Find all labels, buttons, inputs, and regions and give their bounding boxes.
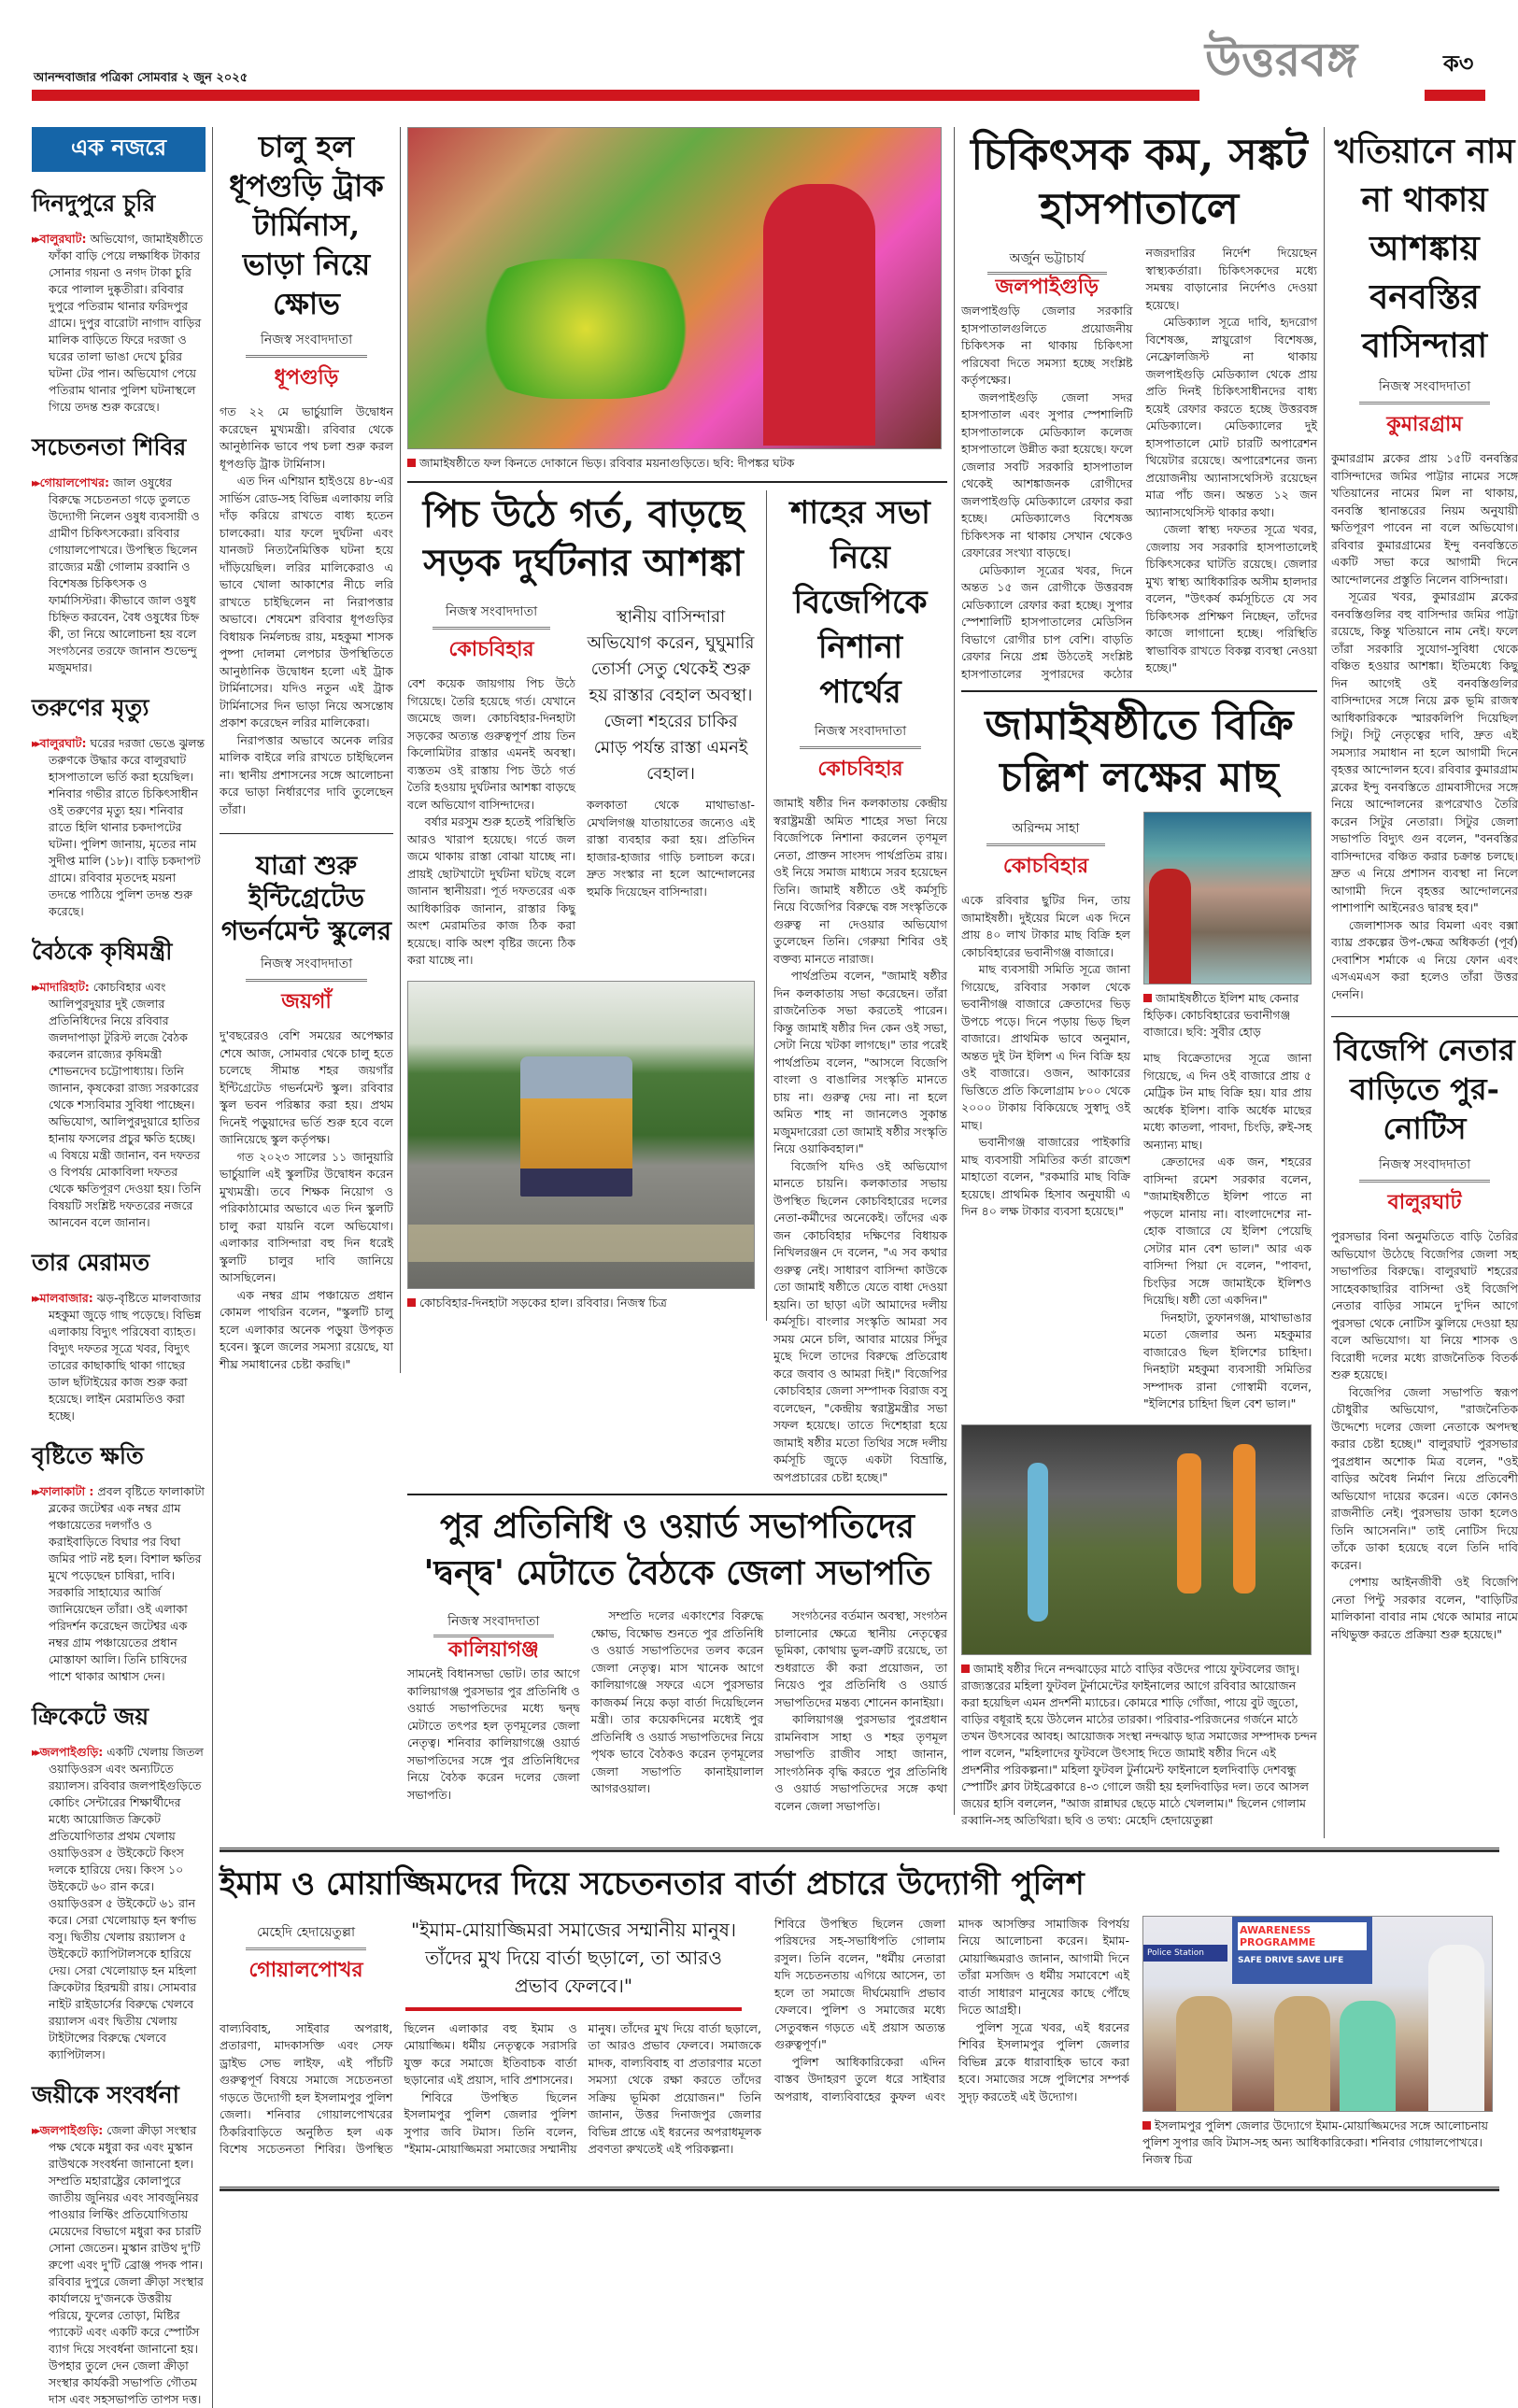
paragraph: পুলিশ সূত্রে খবর, এই ধরনের শিবির ইসলামপুর পুলিশ জেলার বিভিন্ন ব্লকে ধারাবাহিক ভাবে করা হবে। সমাজের সঙ্গে পুলিশের সম্পর্ক সুদৃঢ় করতেই এই উদ্যোগ। <box>958 2019 1129 2103</box>
paragraph: সামনেই বিধানসভা ভোট। তার আগে কালিয়াগঞ্জ পুরসভার পুর প্রতিনিধি ও ওয়ার্ড সভাপতিদের মধ্যে দ্বন্দ্ব মেটাতে তৎপর হল তৃণমূলের জেলা নেতৃত্ব। শনিবার কালিয়াগঞ্জে ওয়ার্ড সভাপতিদের সঙ্গে পুর প্রতিনিধিদের নিয়ে বৈঠক করেন দলের জেলা সভাপতি। <box>407 1666 580 1802</box>
article-body <box>220 1027 393 1373</box>
byline: নিজস্ব সংবাদদাতা <box>433 1613 554 1637</box>
paragraph: বিজেপির জেলা সভাপতি স্বরূপ চৌধুরীর অভিযোগ, "রাজনৈতিক উদ্দেশ্যে দলের জেলা নেতাকে অপদস্থ করার চেষ্টা হচ্ছে।" বালুরঘাট পুরসভার পুরপ্রধান অশোক মিত্র বলেন, "ওই বাড়ির অবৈধ নির্মাণ নিয়ে প্রতিবেশী অভিযোগ দায়ের করেন। এতে কোনও রাজনীতি নেই। পুরসভায় ডাকা হলেও তিনি আসেননি।" তাই নোটিস দিয়ে তাঁকে ডাকা হয়েছে বলে তিনি দাবি করেন। <box>1331 1384 1518 1572</box>
pull-quote: স্থানীয় বাসিন্দারা অভিযোগ করেন, ঘুঘুমারি তোর্সা সেতু থেকেই শুরু হয় রাস্তার বেহাল অবস্থা। জেলা শহরের চাকির মোড় পর্যন্ত রাস্তা এমনই বেহাল। <box>587 607 755 784</box>
article-imam <box>220 1862 1499 2177</box>
awareness-photo-caption: ইসলামপুর পুলিশ জেলার উদ্যোগে ইমাম-মোয়াজ্জিমদের সঙ্গে আলোচনায় পুলিশ সুপার জবি টমাস-সহ অন্য আধিকারিকেরা। শনিবার গোয়ালপোখরে। নিজস্ব চিত্র <box>1142 2118 1493 2168</box>
brief-location: ▸▸ গোয়ালপোখর: <box>32 475 109 489</box>
paragraph: কুমারগ্রাম ব্লকের প্রায় ১৫টি বনবস্তির বাসিন্দাদের জমির পাট্টার নামের সঙ্গে খতিয়ানের নামের মিল না থাকায়, বনবস্তি স্থানান্তরের নিয়ম অনুযায়ী ক্ষতিপূরণ পাবেন না বলে অভিযোগ। রবিবার কুমারগ্রামের ইন্দু বনবস্তিতে একটি সভা করে আগামী দিনে আন্দোলনের প্রস্তুতি নিলেন বাসিন্দারা। <box>1331 451 1518 587</box>
paragraph: পুরসভার বিনা অনুমতিতে বাড়ি তৈরির অভিযোগ উঠেছে বিজেপির জেলা সহ সভাপতির বিরুদ্ধে। বালুরঘাট শহরের সাহেবকাছারির বাসিন্দা ওই বিজেপি নেতার বাড়ির সামনে দু'দিন আগে পুরসভা থেকে নোটিস ঝুলিয়ে দেওয়া হয় বলে অভিযোগ। যা নিয়ে শাসক ও বিরোধী দলের মধ্যে রাজনৈতিক বিতর্ক শুরু হয়েছে। <box>1331 1229 1518 1381</box>
player-figure <box>1177 1453 1201 1594</box>
puddle <box>408 1225 755 1262</box>
brief-location: ▸▸ ফালাকাটা : <box>32 1484 93 1498</box>
section-rule <box>407 1494 947 1495</box>
article-ward <box>407 1503 947 1815</box>
police-station-sign: Police Station <box>1143 1945 1227 1962</box>
section-rule <box>961 690 1317 692</box>
paragraphs <box>961 245 1317 683</box>
at-a-glance-title: এক নজরে <box>32 127 206 172</box>
imam-pull-quote: "ইমাম-মোয়াজ্জিমরা সমাজের সম্মানীয় মানুষ। তাঁদের মুখ দিয়ে বার্তা ছড়ালে, তা আরও প্রভাব ফেলবে।" <box>405 1916 742 2011</box>
dateline: জয়গাঁ <box>281 989 332 1013</box>
dateline: কোচবিহার <box>1002 854 1089 878</box>
brief-headline: দিনদুপুরে চুরি <box>32 190 156 217</box>
brief-location: ▸▸ বালুরঘাট: <box>32 232 87 246</box>
brief-headline: সচেতনতা শিবির <box>32 433 187 460</box>
imam-left-col <box>220 1916 392 1996</box>
brief-headline: ক্রিকেটে জয় <box>32 1703 149 1730</box>
page-number: ক৩ <box>1443 50 1474 77</box>
paragraph: কালিয়াগঞ্জ পুরসভার পুরপ্রধান রামনিবাস সাহা ও শহর তৃণমূল সভাপতি রাজীব সাহা জানান, সাংগঠনিক বৃদ্ধি করতে পুর প্রতিনিধি ও ওয়ার্ড সভাপতিদের সঙ্গে কথা বলেন জেলা সভাপতি। <box>774 1712 947 1813</box>
headline: খতিয়ানে নাম না থাকায় আশঙ্কায় বনবস্তির বাসিন্দারা <box>1334 132 1515 365</box>
article-school <box>220 849 393 1373</box>
paragraph: বিজেপি যদিও ওই অভিযোগ মানতে চায়নি। কলকাতার সভায় উপস্থিত ছিলেন কোচবিহারের দলের নেতা-কর্মীদের অনেকেই। তাঁদের এক জন কোচবিহার দক্ষিণের বিধায়ক নিখিলরঞ্জন দে বলেন, "এ সব কথার গুরুত্ব নেই। সাধারণ বাসিন্দা কাউকে তো জামাই ষষ্ঠীতে যেতে বাধা দেওয়া হয়নি। তা ছাড়া এটা আমাদের দলীয় কর্মসূচি। বাংলার সংস্কৃতি আমরা সব সময় মেনে চলি, আবার মায়ের সিঁদুর মুছে দিলে তাদের বিরুদ্ধে প্রতিরোধ করে জবাব ও আমরা দিই।" বিজেপির কোচবিহার জেলা সম্পাদক বিরাজ বসু বলেছেন, "কেন্দ্রীয় স্বরাষ্ট্রমন্ত্রীর সভা সফল হয়েছে। তাতে দিশেহারা হয়ে জামাই ষষ্ঠীর মতো তিথির সঙ্গে দলীয় কর্মসূচি জুড়ে একটা বিভ্রান্তি, অপপ্রচারের চেষ্টা হচ্ছে।" <box>773 1158 947 1484</box>
paragraphs <box>774 1916 1129 2106</box>
article-body <box>773 795 947 1486</box>
guest-figure <box>1340 2001 1396 2112</box>
section-title-logo: উত্তরবঙ্গ <box>1205 32 1358 87</box>
article-hospital <box>961 127 1317 683</box>
byline: অর্জুন ভট্টাচার্য <box>987 250 1107 275</box>
shopper-figure <box>1149 869 1191 984</box>
headline: বিজেপি নেতার বাড়িতে পুর-নোটিস <box>1334 1032 1515 1146</box>
paragraph: নিরাপত্তার অভাবে অনেক লরির মালিক বাইরে লরি রাখতে চাইছিলেন না। স্থানীয় প্রশাসনের সঙ্গে আলোচনা করে ভাড়া নির্ধারণের দাবি তুলেছেন তাঁরা। <box>220 732 393 816</box>
upper-area <box>220 127 1518 1838</box>
article-road <box>407 490 767 1321</box>
dateline: বালুরঘাট <box>1387 1190 1462 1214</box>
brief-text: ঝড়-বৃষ্টিতে মালবাজার মহকুমা জুড়ে গাছ পড়েছে। বিভিন্ন এলাকায় বিদ্যুৎ পরিষেবা ব্যাহত। বিদ্যুৎ দফতর সূত্রে খবর, বিদ্যুৎ তারের কাছাকাছি থাকা গাছের ডাল ছাঁটাইয়ের কাজ শুরু করা হয়েছে। লাইন মেরামতিও করা হচ্ছে। <box>49 1291 202 1423</box>
awareness-programme-photo <box>1142 1916 1493 2112</box>
speaker-figure <box>1428 1945 1484 2112</box>
paragraph: পুলিশ আধিকারিকেরা এদিন বাস্তব উদাহরণ তুলে ধরে সাইবার অপরাধ, বাল্যবিবাহের কুফল এবং মাদক আসক্তির সামাজিক বিপর্যয় নিয়ে আলোচনা করেন। ইমাম-মোয়াজ্জিমরাও জানান, আগামী দিনে তাঁরা মসজিদ ও ধর্মীয় সমাবেশে এই বার্তা সাধারণ মানুষের কাছে পৌঁছে দিতে আগ্রহী। <box>774 1916 1129 2103</box>
article-body-continued <box>1143 1050 1312 1413</box>
paragraph: বাল্যবিবাহ, সাইবার অপরাধ, প্রতারণা, মাদকাসক্তি এবং সেফ ড্রাইভ সেভ লাইফ, এই পাঁচটি গুরুত্বপূর্ণ বিষয়ে সমাজে সচেতনতা গড়তে উদ্যোগী হল ইসলামপুর পুলিশ জেলা। শনিবার গোয়ালপোখরের ঠিকরিবাড়িতে অনুষ্ঠিত হল এক বিশেষ সচেতনতা শিবির। উপস্থিত ছিলেন এলাকার বহু ইমাম ও মোয়াজ্জিম। ধর্মীয় নেতৃত্বকে সরাসরি যুক্ত করে সমাজে ইতিবাচক বার্তা ছড়ানোর এই প্রয়াস, দাবি প্রশাসনের। <box>220 2020 577 2156</box>
imam-row <box>220 1916 1499 2177</box>
article-body <box>407 1608 947 1815</box>
fish-photo-caption: জামাইষষ্ঠীতে ইলিশ মাছ কেনার হিড়িক। কোচবিহারের ভবানীগঞ্জ বাজারে। ছবি: সুবীর হোড় <box>1143 990 1312 1041</box>
brief <box>32 429 206 676</box>
brief-headline: তার মেরামত <box>32 1249 150 1276</box>
headline: পিচ উঠে গর্ত, বাড়ছে সড়ক দুর্ঘটনার আশঙ্কা <box>422 492 745 585</box>
section-rule <box>220 833 393 834</box>
brief-location: ▸▸ জলপাইগুড়ি: <box>32 1745 103 1759</box>
brief <box>32 2076 206 2408</box>
bottom-rule <box>220 2187 1499 2191</box>
dateline: কালিয়াগঞ্জ <box>447 1636 539 1662</box>
road-side-column <box>587 595 755 900</box>
headline: জামাইষষ্ঠীতে বিক্রি চল্লিশ লক্ষের মাছ <box>985 701 1294 801</box>
brief-headline: জয়ীকে সংবর্ধনা <box>32 2081 179 2108</box>
brief-headline: তরুণের মৃত্যু <box>32 694 149 721</box>
officer-figure <box>1176 1996 1232 2112</box>
article-truck-terminus <box>220 127 393 818</box>
article-body <box>407 675 575 970</box>
player-figure <box>1233 1444 1256 1594</box>
imam-body-b <box>774 1916 1129 2106</box>
masthead-red-bar <box>32 90 1199 101</box>
fish-columns <box>961 812 1317 1413</box>
at-a-glance-column <box>32 127 213 2408</box>
brief-location: ▸▸ মালবাজার: <box>32 1291 93 1305</box>
article-body <box>1331 450 1518 1003</box>
paragraph: সূত্রের খবর, কুমারগ্রাম ব্লকের বনবস্তিগুলির বহু বাসিন্দার জমির পাট্টা রয়েছে, কিন্তু খতিয়ানে নাম নেই। ফলে তাঁরা সরকারি সুযোগ-সুবিধা থেকে বঞ্চিত হওয়ার আশঙ্কা। ইতিমধ্যে কিছু দিন আগেই ওই বনবস্তিগুলির বাসিন্দাদের সঙ্গে নিয়ে ব্লক ভূমি রাজস্ব আধিকারিককে স্মারকলিপি দিয়েছিল সিটু। সিটু নেতৃত্বের দাবি, দ্রুত এই সমস্যার সমাধান না হলে আগামী দিনে বৃহত্তর আন্দোলন হবে। রবিবার কুমারগ্রাম ব্লকের ইন্দু বনবস্তিতে গ্রামবাসীদের সঙ্গে নিয়ে আন্দোলনের রূপরেখাও তৈরি করেন সিটুর নেতারা। সিটুর জেলা সভাপতি বিদ্যুৎ গুন বলেন, "বনবস্তির বাসিন্দাদের বঞ্চিত করার চক্রান্ত চলছে। দ্রুত এ নিয়ে প্রশাসন ব্যবস্থা না নিলে আগামী দিনে বৃহত্তর আন্দোলনের পাশাপাশি আইনেরও দ্বারস্থ হব।" <box>1331 589 1518 914</box>
dateline: গোয়ালপোখর <box>248 1957 363 1982</box>
fish-side-column <box>1143 812 1312 1413</box>
fish-text-column <box>961 812 1130 1221</box>
headline: যাত্রা শুরু ইন্টিগ্রেটেড গভর্নমেন্ট স্কুলের <box>220 850 392 946</box>
masthead-date: আনন্দবাজার পত্রিকা সোমবার ২ জুন ২০২৫ <box>34 71 248 85</box>
right-column <box>1331 127 1518 1643</box>
paragraph: ক্রেতাদের এক জন, শহরের বাসিন্দা রমেশ সরকার বলেন, "জামাইষষ্ঠীতে ইলিশ পাতে না পড়লে মানায় না। বাংলাদেশের না-হোক বাজারে যে ইলিশ পেয়েছি সেটার মান বেশ ভাল।" আর এক বাসিন্দা পিয়া দে বলেন, "পাবদা, চিংড়ির সঙ্গে জামাইকে ইলিশও দিয়েছি। ষষ্ঠী তো একদিন।" <box>1143 1154 1312 1307</box>
paragraph: বেশ কয়েক জায়গায় পিচ উঠে গিয়েছে। তৈরি হয়েছে গর্ত। যেখানে জমেছে জল। কোচবিহার-দিনহাটা সড়কের অত্যন্ত গুরুত্বপূর্ণ প্রায় তিন কিলোমিটার রাস্তার এমনই অবস্থা। ব্যস্ততম ওই রাস্তায় পিচ উঠে গর্ত তৈরি হওয়ায় দুর্ঘটনার আশঙ্কা বাড়ছে বলে অভিযোগ বাসিন্দাদের। <box>407 676 575 812</box>
paragraph: পার্থপ্রতিম বলেন, "জামাই ষষ্ঠীর দিন কলকাতায় সভা করেছেন। তাঁরা রাজনৈতিক সভা করতেই পারেন। কিন্তু জামাই ষষ্ঠীর দিন কেন ওই সভা, সেটা নিয়ে খটকা লাগছে।" তার পরেই পার্থপ্রতিম বলেন, "আসলে বিজেপি বাংলা ও বাঙালির সংস্কৃতি মানতে চায় না। গুরুত্ব দেয় না। না হলে অমিত শাহ না জানলেও সুকান্ত মজুমদারেরা তো জামাই ষষ্ঠীর সংস্কৃতি নিয়ে ওয়াকিবহাল।" <box>773 969 947 1155</box>
paragraph: সম্প্রতি দলের একাংশের বিরুদ্ধে ক্ষোভ, বিক্ষোভ শুনতে পুর প্রতিনিধি ও ওয়ার্ড সভাপতিদের তলব করেন জেলা নেতৃত্ব। মাস খানেক আগে কালিয়াগঞ্জে সফরে এসে পুরসভার কাজকর্ম নিয়ে কড়া বার্তা দিয়েছিলেন মন্ত্রী। তার কয়েকদিনের মধ্যেই পুর প্রতিনিধি ও ওয়ার্ড সভাপতিদের নিয়ে পৃথক ভাবে বৈঠকও করেন তৃণমূলের জেলা সভাপতি কানাইয়ালাল আগরওয়াল। <box>590 1608 764 1795</box>
article-fish <box>961 700 1317 1413</box>
paragraph: জেলাশাসক আর বিমলা এবং বক্সা ব্যাঘ্র প্রকল্পের উপ-ক্ষেত্র অধিকর্তা (পূর্ব) দেবাশিস শর্মাকে এ নিয়ে ফোন এবং এসএমএস করা হলেও তাঁরা উত্তর দেননি। <box>1331 917 1518 1001</box>
article-bjp-notice <box>1331 1030 1518 1643</box>
hospital-fish-column <box>961 127 1325 1838</box>
article-body <box>1331 1228 1518 1643</box>
paragraph: শিবিরে উপস্থিত ছিলেন ইসলামপুর পুলিশ জেলার পুলিশ সুপার জবি টমাস। তিনি বলেন, "ইমাম-মোয়াজ্জিমরা সমাজের সম্মানীয় মানুষ। তাঁদের মুখ দিয়ে বার্তা ছড়ালে, তা আরও প্রভাব ফেলবে। সমাজকে মাদক, বাল্যবিবাহ বা প্রতারণার মতো সমস্যা থেকে রক্ষা করতে তাঁদের সক্রিয় ভূমিকা প্রয়োজন।" তিনি জানান, উত্তর দিনাজপুর জেলার বিভিন্ন প্রান্তে এই ধরনের অপরাধমূলক প্রবণতা রুখতেই এই পরিকল্পনা। <box>404 2020 761 2156</box>
paragraph: জলপাইগুড়ি জেলা সদর হাসপাতাল এবং সুপার স্পেশালিটি হাসপাতালকে মেডিক্যাল কলেজ হাসপাতালে উন্নীত করা হয়েছে। ফলে জেলার সবটি সরকারি হাসপাতাল থেকেই আশঙ্কাজনক রোগীদের জলপাইগুড়ি মেডিক্যালে রেফার করা হচ্ছে। মেডিক্যালেও বিশেষজ্ঞ চিকিৎসক না থাকায় সেখান থেকেও রেফারের সংখ্যা বাড়ছে। <box>961 390 1133 560</box>
paragraph: কলকাতা থেকে মাথাভাঙা-মেখলিগঞ্জ যাতায়াতের জন্যেও এই রাস্তা ব্যবহার করা হয়। প্রতিদিন হাজার-হাজার গাড়ি চলাচল করে। দ্রুত সংস্কার না হলে আন্দোলনের হুমকি দিয়েছেন বাসিন্দারা। <box>587 798 755 899</box>
section-rule <box>407 481 947 483</box>
main-area <box>220 127 1518 2201</box>
paragraph: গত ২২ মে ভার্চুয়ালি উদ্বোধন করেছেন মুখ্যমন্ত্রী। রবিবার থেকে আনুষ্ঠানিক ভাবে পথ চলা শুরু করল ধূপগুড়ি ট্রাক টার্মিনাস। <box>220 404 393 471</box>
truck <box>520 1056 632 1197</box>
masthead-red-bar-right <box>1425 90 1485 101</box>
paragraph: শিবিরে উপস্থিত ছিলেন জেলা পরিষদের সহ-সভাধিপতি গোলাম রসুল। তিনি বলেন, "ধর্মীয় নেতারা যদি সচেতনতায় এগিয়ে আসেন, তা হলে তা সমাজে দীর্ঘমেয়াদি প্রভাব ফেলবে। পুলিশ ও সমাজের মধ্যে সেতুবন্ধন গড়তে এই প্রয়াস অত্যন্ত গুরুত্বপূর্ণ।" <box>774 1916 945 2051</box>
headline: পুর প্রতিনিধি ও ওয়ার্ড সভাপতিদের 'দ্বন্দ্ব' মেটাতে বৈঠকে জেলা সভাপতি <box>423 1507 931 1593</box>
brief <box>32 1698 206 2063</box>
football-photo-caption: জামাই ষষ্ঠীর দিনে নন্দঝাড়ের মাঠে বাড়ির বউদের পায়ে ফুটবলের জাদু। রাজ্যস্তরের মহিলা ফুটবল টুর্নামেন্টের ফাইনালের আগে রবিবার আয়োজন করা হয়েছিল এমন প্রদর্শনী ম্যাচের। কোমরে শাড়ি গোঁজা, পায়ে বুট জুতো, বাড়ির বধূরাই হয়ে উঠলেন মাঠের তারকা। পরিবার-পরিজনের গর্জনে মাঠে তখন উৎসবের আবহ। আয়োজক সংস্থা নন্দঝাড় ছাত্র সমাজের সম্পাদক চন্দন পাল বলেন, "মহিলাদের ফুটবলে উৎসাহ দিতে জামাই ষষ্ঠীর দিনে এই প্রদর্শনীর পরিকল্পনা।" মহিলা ফুটবল টুর্নামেন্ট ফাইনালে হলদিবাড়ি দেশবন্ধু স্পোর্টিং ক্লাব টাইব্রেকারে ৪-৩ গোলে জয়ী হয় হলদিবাড়ির দল। তবে আসল জয়ের হাসি বললেন, "আজ রান্নাঘর ছেড়ে মাঠে খেললাম।" ছিলেন গোলাম রব্বানি-সহ অতিথিরা। ছবি ও তথ্য: মেহেদি হেদায়েতুল্লা <box>961 1661 1317 1827</box>
article-body <box>961 245 1317 683</box>
paragraph: মেডিক্যাল সূত্রের খবর, দিনে অন্তত ১৫ জন রোগীকে উত্তরবঙ্গ মেডিক্যালে রেফার করা হচ্ছে। সুপার স্পেশালিটি হাসপাতালের মেডিসিন বিভাগে রোগীর চাপ বেশি। বাড়তি রেফার নিয়ে প্রশ্ন উঠতেই সংশ্লিষ্ট হাসপাতালের সুপারদের কঠোর নজরদারির নির্দেশ দিয়েছেন স্বাস্থ্যকর্তারা। চিকিৎসকদের মধ্যে সমন্বয় বাড়ানোর নির্দেশও দেওয়া হয়েছে। <box>961 246 1317 681</box>
dateline: কোচবিহার <box>817 757 903 781</box>
brief-headline: বৈঠকে কৃষিমন্ত্রী <box>32 938 173 965</box>
byline: নিজস্ব সংবাদদাতা <box>800 720 921 749</box>
paragraph: গত ২০২৩ সালের ১১ জানুয়ারি ভার্চুয়ালি এই স্কুলটির উদ্বোধন করেন মুখ্যমন্ত্রী। তবে শিক্ষক নিয়োগ ও পরিকাঠামোর অভাবে এত দিন স্কুলটি চালু করা যায়নি বলে অভিযোগ। এলাকার বাসিন্দারা বহু দিন ধরেই স্কুলটি চালুর দাবি জানিয়ে আসছিলেন। <box>220 1149 393 1284</box>
paragraph: মাছ বিক্রেতাদের সূত্রে জানা গিয়েছে, এ দিন ওই বাজারে প্রায় ৫ মেট্রিক টন মাছ বিক্রি হয়। যার প্রায় অর্ধেক ইলিশ। বাকি অর্ধেক মাছের মধ্যে কাতলা, পাবদা, চিংড়ি, রুই-সহ অন্যান্য মাছ। <box>1143 1051 1312 1152</box>
road-columns <box>407 595 759 970</box>
brief-headline: বৃষ্টিতে ক্ষতি <box>32 1442 144 1469</box>
paragraph: দিনহাটা, তুফানগঞ্জ, মাথাভাঙার মতো জেলার অন্য মহকুমার বাজারেও ছিল ইলিশের চাহিদা। দিনহাটা মহকুমা ব্যবসায়ী সমিতির সম্পাদক রানা গোস্বামী বলেন, "ইলিশের চাহিদা ছিল বেশ ভাল।" <box>1143 1310 1312 1410</box>
player-figure <box>1028 1463 1048 1622</box>
paragraph: একে রবিবার ছুটির দিন, তায় জামাইষষ্ঠী। দুইয়ের মিলে এক দিনে প্রায় ৪০ লাখ টাকার মাছ বিক্রি হল কোচবিহারের ভবানীগঞ্জ বাজারে। <box>961 893 1130 959</box>
brief <box>32 689 206 920</box>
paragraph: জামাই ষষ্ঠীর দিন কলকাতায় কেন্দ্রীয় স্বরাষ্ট্রমন্ত্রী অমিত শাহের সভা নিয়ে বিজেপিকে নিশানা করলেন তৃণমূল নেতা, প্রাক্তন সাংসদ পার্থপ্রতিম রায়। ওই নিয়ে সমাজ মাধ্যমে সরব হয়েছেন তিনি। জামাই ষষ্ঠীতে ওই কর্মসূচি নিয়ে বিজেপির বিরুদ্ধে বঙ্গ সংস্কৃতিকে গুরুত্ব না দেওয়ার অভিযোগ তুলেছেন তিনি। গেরুয়া শিবির ওই বক্তব্য মানতে নারাজ। <box>773 796 947 966</box>
road-text-column <box>407 595 575 970</box>
byline: নিজস্ব সংবাদদাতা <box>1359 375 1490 404</box>
fruit-pile <box>464 259 707 399</box>
brief-location: ▸▸ জলপাইগুড়ি: <box>32 2123 103 2137</box>
byline: নিজস্ব সংবাদদাতা <box>1359 1154 1490 1183</box>
imam-body-a <box>220 2020 761 2159</box>
byline: নিজস্ব সংবাদদাতা <box>246 329 367 358</box>
headline: শাহের সভা নিয়ে বিজেপিকে নিশানা পার্থের <box>790 494 930 711</box>
paragraph: জেলা স্বাস্থ্য দফতর সূত্রে খবর, জেলায় সব সরকারি হাসপাতালেই চিকিৎসকের ঘাটতি রয়েছে। জেলার মুখ্য স্বাস্থ্য আধিকারিক অসীম হালদার বলেন, "উৎকর্ষ কর্মসূচিতে যে সব চিকিৎসক প্রশিক্ষণ নিচ্ছেন, তাঁদের কাজে লাগানো হচ্ছে। পরিস্থিতি স্বাভাবিক রাখতে বিকল্প ব্যবস্থা নেওয়া হচ্ছে।" <box>1145 522 1317 674</box>
brief-location: ▸▸ বালুরঘাট: <box>32 736 87 750</box>
broken-road-truck-photo <box>407 981 755 1289</box>
fish-market-photo <box>1143 812 1312 984</box>
brief <box>32 1244 206 1424</box>
fruit-stall-photo <box>407 127 942 449</box>
paragraph: সংগঠনের বর্তমান অবস্থা, সংগঠন চালানোর ক্ষেত্রে স্থানীয় নেতৃত্বের ভূমিকা, কোথায় ভুল-ত্রুটি রয়েছে, তা শুধরাতে কী করা প্রয়োজন, তা নিয়েও পুর প্রতিনিধি ও ওয়ার্ড সভাপতিদের মন্তব্য শোনেন কানাইয়া। <box>774 1608 947 1709</box>
byline: নিজস্ব সংবাদদাতা <box>433 601 550 630</box>
brief-text: জাল ওষুধের বিরুদ্ধে সচেতনতা গড়ে তুলতে উদ্যোগী নিলেন ওষুধ ব্যবসায়ী ও গ্রামীণ চিকিৎসকেরা। রবিবার গোয়ালপোখরে। উপস্থিত ছিলেন রাজ্যের মন্ত্রী গোলাম রব্বানি ও বিশেষজ্ঞ চিকিৎসক ও ফার্মাসিস্টরা। কীভাবে জাল ওষুধ চিহ্নিত করবেন, বৈধ ওষুধের চিহ্ন কী, তা নিয়ে আলোচনা হয় বলে সংগঠনের তরফে জানান শুভেন্দু মজুমদার। <box>49 475 200 674</box>
brief-text: ঘরের দরজা ভেঙে ঝুলন্ত তরুণকে উদ্ধার করে বালুরঘাট হাসপাতালে ভর্তি করা হয়েছিল। শনিবার গভীর রাতে চিকিৎসাধীন ওই তরুণের মৃত্যু হয়। শনিবার রাতে হিলি থানার চকদাপটের ঘটনা। পুলিশ জানায়, মৃতের নাম সুদীপ্ত মালি (১৮)। বাড়ি চকদাপট গ্রামে। রবিবার মৃতদেহ ময়না তদন্তে পাঠিয়ে পুলিশ তদন্ত শুরু করেছে। <box>49 736 206 918</box>
dateline: জলপাইগুড়ি <box>995 274 1099 299</box>
brief-text: প্রবল বৃষ্টিতে ফালাকাটা ব্লকের জটেশ্বর এক নম্বর গ্রাম পঞ্চায়েতের দলগাঁও ও করাইবাড়িতে বিঘার পর বিঘা জমির পাট নষ্ট হল। বিশাল ক্ষতির মুখে পড়েছেন চাষিরা, দাবি। সরকারি সাহায্যের আর্জি জানিয়েছেন তাঁরা। ওই এলাকা পরিদর্শন করেছেন জটেশ্বর এক নম্বর গ্রাম পঞ্চায়েতের প্রধান মোস্তাফা আলি। তিনি চাষিদের পাশে থাকার আশ্বাস দেন। <box>49 1484 205 1683</box>
paragraph: দু'বছরেরও বেশি সময়ের অপেক্ষার শেষে আজ, সোমবার থেকে চালু হতে চলেছে সীমান্ত শহর জয়গাঁর ইন্টিগ্রেটেড গভর্নমেন্ট স্কুল। রবিবার স্কুল ভবন পরিষ্কার করা হয়। প্রথম দিনেই পড়ুয়াদের ভর্তি শুরু হবে বলে জানিয়েছে স্কুল কর্তৃপক্ষ। <box>220 1028 393 1146</box>
column-two <box>220 127 401 1373</box>
brief <box>32 185 206 416</box>
paragraph: এক নম্বর গ্রাম পঞ্চায়েত প্রধান কোমল পাথরিন বলেন, "স্কুলটি চালু হলে এলাকার অনেক পড়ুয়া উপকৃত হবেন। স্কুলে জলের সমস্যা রয়েছে, যা শীঘ্র সমাধানের চেষ্টা করছি।" <box>220 1287 393 1371</box>
dateline: ধূপগুড়ি <box>274 365 339 390</box>
shopper-figure <box>763 184 875 446</box>
top-photo-caption: জামাইষষ্ঠীতে ফল কিনতে দোকানে ভিড়। রবিবার ময়নাগুড়িতে। ছবি: দীপঙ্কর ঘটক <box>407 455 947 472</box>
page-grid <box>0 127 1518 2408</box>
paragraph: এত দিন এশিয়ান হাইওয়ে ৪৮-এর সার্ভিস রোড-সহ বিভিন্ন এলাকায় লরি দাঁড় করিয়ে রাখতে বাধ্য হতেন চালকেরা। যার ফলে দুর্ঘটনা এবং যানজট নিত্যনৈমিত্তিক ঘটনা হয়ে দাঁড়িয়েছিল। লরির মালিকেরাও এ ভাবে খোলা আকাশের নীচে লরি রাখতে চাইছিলেন না নিরাপত্তার অভাবে। শেষমেশ রবিবার ধূপগুড়ির বিধায়ক নির্মলচন্দ্র রায়, মহকুমা শাসক পুষ্পা দোলমা লেপচার উপস্থিতিতে আনুষ্ঠানিক উদ্বোধন হলো এই ট্রাক টার্মিনাসের। যদিও নতুন এই ট্রাক টার্মিনাসের দিন ভাড়া নিয়ে অসন্তোষ প্রকাশ করেছেন লরির মালিকেরা। <box>220 474 393 729</box>
section-rule-thick <box>220 1848 1499 1852</box>
road-photo-caption: কোচবিহার-দিনহাটা সড়কের হাল। রবিবার। নিজস্ব চিত্র <box>407 1295 759 1311</box>
banner-subtitle: SAFE DRIVE SAVE LIFE <box>1238 1955 1344 1965</box>
brief-text: অভিযোগ, জামাইষষ্ঠীতে ফাঁকা বাড়ি পেয়ে লক্ষাধিক টাকার সোনার গয়না ও নগদ টাকা চুরি করে পালাল দুষ্কৃতীরা। রবিবার দুপুরে পতিরাম থানার ফরিদপুর গ্রামে। দুপুর বারোটা নাগাদ বাড়ির মালিক বাড়িতে ফিরে দরজা ও ঘরের তালা ভাঙা দেখে চুরির ঘটনা টের পান। অভিযোগ পেয়ে পতিরাম থানার পুলিশ ঘটনাস্থলে গিয়ে তদন্ত শুরু করেছে। <box>49 232 204 414</box>
brief-location: ▸▸ মাদারিহাট: <box>32 980 90 994</box>
byline: মেহেদি হেদায়েতুল্লা <box>246 1921 367 1950</box>
article-khatiyan <box>1331 127 1518 1003</box>
officer-figure <box>1274 1996 1330 2112</box>
article-body <box>220 404 393 818</box>
imam-top <box>220 1916 761 2011</box>
byline: অরিন্দম সাহা <box>986 817 1105 846</box>
brief <box>32 933 206 1231</box>
paragraph: পেশায় আইনজীবী ওই বিজেপি নেতা পিন্টু সরকার বলেন, "বাড়িটির মালিকানা বাবার নাম থেকে আমার নামে নথিভুক্ত করতে প্রক্রিয়া শুরু হয়েছে।" <box>1331 1575 1518 1641</box>
womens-football-photo <box>961 1424 1312 1655</box>
paragraph: জলপাইগুড়ি জেলার সরকারি হাসপাতালগুলিতে প্রয়োজনীয় চিকিৎসক না থাকায় চিকিৎসা পরিষেবা দিতে সমস্যা হচ্ছে সংশ্লিষ্ট কর্তৃপক্ষের। <box>961 304 1133 387</box>
paragraph: বর্ষার মরসুম শুরু হতেই পরিস্থিতি আরও খারাপ হয়েছে। গর্তে জল জমে থাকায় রাস্তা বোঝা যাচ্ছে না। প্রায়ই ছোটখাটো দুর্ঘটনা ঘটছে বলে জানান স্থানীয়রা। পূর্ত দফতরের এক আধিকারিক জানান, রাস্তার কিছু অংশ মেরামতির কাজ ঠিক করা হয়েছে। বাকি অংশ বৃষ্টির জন্যে ঠিক করা যাচ্ছে না। <box>407 814 575 967</box>
paragraph: ভবানীগঞ্জ বাজারের পাইকারি মাছ ব্যবসায়ী সমিতির কর্তা রাজেশ মাহাতো বলেন, "রকমারি মাছ বিক্রি হয়েছে। প্রাথমিক হিসাব অনুযায়ী এ দিন ৪০ লক্ষ টাকার ব্যবসা হয়েছে।" <box>961 1135 1130 1218</box>
paragraph: মেডিক্যাল সূত্রে দাবি, হৃদরোগ বিশেষজ্ঞ, স্নায়ুরোগ বিশেষজ্ঞ, নেফ্রোলজিস্ট না থাকায় জলপাইগুড়ি মেডিক্যাল থেকে প্রায় প্রতি দিনই চিকিৎসাধীনদের বাধ্য হয়েই রেফার করতে হচ্ছে উত্তরবঙ্গ মেডিক্যালে। মেডিক্যালের দুই হাসপাতালে মোট চারটি অপারেশন থিয়েটার রয়েছে। অপারেশনের জন্য প্রয়োজনীয় অ্যানাসথেসিস্ট রয়েছেন মাত্র পাঁচ জন। অন্তত ১২ জন অ্যানাসথেসিস্ট থাকার কথা। <box>1145 315 1317 519</box>
article-shah <box>773 490 947 1486</box>
dateline: কুমারগ্রাম <box>1386 412 1463 436</box>
brief <box>32 1438 206 1685</box>
byline: নিজস্ব সংবাদদাতা <box>246 953 367 982</box>
imam-photo-block <box>1142 1916 1493 2177</box>
dateline: কোচবিহার <box>448 637 534 661</box>
headline: চালু হল ধূপগুড়ি ট্রাক টার্মিনাস, ভাড়া নিয়ে ক্ষোভ <box>229 129 384 321</box>
imam-left-block <box>220 1916 761 2159</box>
section-rule <box>1331 1016 1518 1017</box>
imam-headline: ইমাম ও মোয়াজ্জিমদের দিয়ে সচেতনতার বার্তা প্রচারে উদ্যোগী পুলিশ <box>220 1864 1085 1903</box>
headline: চিকিৎসক কম, সঙ্কট হাসপাতালে <box>971 129 1308 234</box>
article-body <box>961 892 1130 1221</box>
article-body-continued <box>587 797 755 900</box>
brief-text: একটি খেলায় জিতল ওয়াড়িওরস এবং অন্যটিতে রয়্যালস। রবিবার জলপাইগুড়িতে কোচিং সেন্টারের শিক্ষার্থীদের মধ্যে আয়োজিত ক্রিকেট প্রতিযোগিতার প্রথম খেলায় ওয়াড়িওরস ৫ উইকেটে কিংস দলকে হারিয়ে দেয়। কিংস ১০ উইকেটে ৬০ রান করে। ওয়াড়িওরস ৫ উইকেটে ৬১ রান করে। সেরা খেলোয়াড় হন স্বর্ণাভ বসু। দ্বিতীয় খেলায় রয়্যালস ৫ উইকেটে ক্যাপিটালসকে হারিয়ে দেয়। সেরা খেলোয়াড় হন মহিলা ক্রিকেটার হিরন্ময়ী রায়। সোমবার নাইট রাইডার্সের বিরুদ্ধে খেলবে রয়্যালস এবং দ্বিতীয় খেলায় টাইটান্সের বিরুদ্ধে খেলবে ক্যাপিটালস। <box>49 1745 204 2061</box>
road-shah-row <box>407 490 947 1486</box>
masthead <box>0 0 1518 121</box>
brief-text: কোচবিহার এবং আলিপুরদুয়ার দুই জেলার প্রতিনিধিদের নিয়ে রবিবার জলদাপাড়া টুরিস্ট লজে বৈঠক করলেন রাজ্যের কৃষিমন্ত্রী শোভনদেব চট্টোপাধ্যায়। তিনি জানান, কৃষকেরা রাজ্য সরকারের থেকে শস্যবিমার সুবিধা পাচ্ছেন। অভিযোগ, আলিপুরদুয়ারে হাতির হানায় ফসলের প্রচুর ক্ষতি হচ্ছে। এ বিষয়ে মন্ত্রী জানান, বন দফতর ও বিপর্যয় মোকাবিলা দফতর থেকে ক্ষতিপূরণ দেওয়া হয়। তিনি বিষয়টি সংশ্লিষ্ট দফতরের নজরে আনবেন বলে জানান। <box>49 980 202 1229</box>
brief-text: জেলা ক্রীড়া সংস্থার পক্ষ থেকে মধুরা কর এবং মুস্কান রাউথকে সংবর্ধনা জানানো হল। সম্প্রতি মহারাষ্ট্রের কোলাপুরে জাতীয় জুনিয়র এবং সাবজুনিয়র পাওয়ার লিফ্টিং প্রতিযোগিতায় মেয়েদের বিভাগে মধুরা কর চারটি সোনা জেতেন। মুস্কান রাউথ দু'টি রুপো এবং দু'টি ব্রোঞ্জ পদক পান। রবিবার দুপুরে জেলা ক্রীড়া সংস্থার কার্যালয়ে দু'জনকে উত্তরীয় পরিয়ে, ফুলের তোড়া, মিষ্টির প্যাকেট এবং একটি করে স্পোর্টস ব্যাগ দিয়ে সংবর্ধনা জানানো হয়। উপহার তুলে দেন জেলা ক্রীড়া সংস্থার কার্যকরী সভাপতি গৌতম দাস এবং সহসভাপতি তাপস দত্ত। <box>49 2123 204 2406</box>
awareness-banner <box>1232 1917 1372 1984</box>
paragraphs <box>220 2020 761 2159</box>
middle-area <box>407 127 955 1815</box>
paragraph: মাছ ব্যবসায়ী সমিতি সূত্রে জানা গিয়েছে, রবিবার সকাল থেকে ভবানীগঞ্জ বাজারে ক্রেতাদের ভিড় উপচে পড়ে। দিনে পড়ায় ভিড় ছিল বাজারে। প্রাথমিক ভাবে অনুমান, অন্তত দুই টন ইলিশ এ দিন বিক্রি হয় ওই বাজারে। ওজন, আকারের ভিত্তিতে প্রতি কিলোগ্রাম ৮০০ থেকে ২০০০ টাকায় বিকিয়েছে সুস্বাদু ওই মাছ। <box>961 962 1130 1132</box>
banner-title: AWARENESS PROGRAMME <box>1238 1922 1367 1950</box>
